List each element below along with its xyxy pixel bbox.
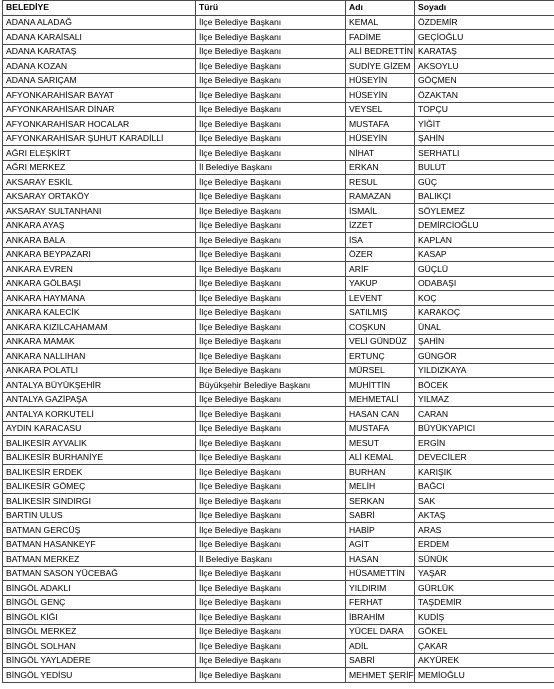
- type-cell: İlçe Belediye Başkanı: [196, 117, 346, 132]
- first-name-cell: HASAN: [346, 552, 415, 567]
- first-name-cell: FADİME: [346, 30, 415, 45]
- first-name-cell: LEVENT: [346, 291, 415, 306]
- last-name-cell: YILDIZKAYA: [415, 363, 554, 378]
- mayor-table: [2, 0, 554, 683]
- type-cell: İlçe Belediye Başkanı: [196, 189, 346, 204]
- last-name-cell: KARAKOÇ: [415, 305, 554, 320]
- table-row: [3, 653, 554, 668]
- first-name-cell: SABRİ: [346, 508, 415, 523]
- municipality-cell: ADANA KARATAŞ: [3, 44, 196, 59]
- first-name-cell: İBRAHİM: [346, 610, 415, 625]
- header-last-name: Soyadı: [415, 1, 554, 16]
- first-name-cell: MUSTAFA: [346, 117, 415, 132]
- type-cell: İlçe Belediye Başkanı: [196, 102, 346, 117]
- table-row: [3, 59, 554, 74]
- table-row: [3, 88, 554, 103]
- type-cell: İlçe Belediye Başkanı: [196, 262, 346, 277]
- table-row: [3, 334, 554, 349]
- table-row: [3, 30, 554, 45]
- first-name-cell: MELİH: [346, 479, 415, 494]
- type-cell: İlçe Belediye Başkanı: [196, 276, 346, 291]
- first-name-cell: İZZET: [346, 218, 415, 233]
- table-row: [3, 102, 554, 117]
- municipality-cell: BİNGÖL ADAKLI: [3, 581, 196, 596]
- header-type: Türü: [196, 1, 346, 16]
- first-name-cell: VEYSEL: [346, 102, 415, 117]
- last-name-cell: ÜNAL: [415, 320, 554, 335]
- municipality-cell: AĞRI ELEŞKİRT: [3, 146, 196, 161]
- municipality-cell: ANKARA HAYMANA: [3, 291, 196, 306]
- type-cell: İlçe Belediye Başkanı: [196, 204, 346, 219]
- type-cell: İlçe Belediye Başkanı: [196, 407, 346, 422]
- type-cell: İlçe Belediye Başkanı: [196, 610, 346, 625]
- last-name-cell: YILMAZ: [415, 392, 554, 407]
- table-row: [3, 479, 554, 494]
- table-row: [3, 494, 554, 509]
- municipality-cell: AFYONKARAHİSAR BAYAT: [3, 88, 196, 103]
- last-name-cell: ŞAHİN: [415, 334, 554, 349]
- header-municipality: BELEDİYE: [3, 1, 196, 16]
- last-name-cell: MEMİOĞLU: [415, 668, 554, 683]
- type-cell: İlçe Belediye Başkanı: [196, 363, 346, 378]
- last-name-cell: ARAS: [415, 523, 554, 538]
- municipality-cell: AKSARAY ORTAKÖY: [3, 189, 196, 204]
- type-cell: İlçe Belediye Başkanı: [196, 320, 346, 335]
- last-name-cell: CARAN: [415, 407, 554, 422]
- municipality-cell: ANTALYA BÜYÜKŞEHİR: [3, 378, 196, 393]
- type-cell: İlçe Belediye Başkanı: [196, 421, 346, 436]
- table-row: [3, 566, 554, 581]
- municipality-cell: ANKARA EVREN: [3, 262, 196, 277]
- type-cell: İlçe Belediye Başkanı: [196, 15, 346, 30]
- table-row: [3, 276, 554, 291]
- type-cell: İlçe Belediye Başkanı: [196, 59, 346, 74]
- first-name-cell: ARİF: [346, 262, 415, 277]
- type-cell: İlçe Belediye Başkanı: [196, 624, 346, 639]
- type-cell: İlçe Belediye Başkanı: [196, 305, 346, 320]
- table-row: [3, 131, 554, 146]
- first-name-cell: MEHMETALİ: [346, 392, 415, 407]
- first-name-cell: YILDIRIM: [346, 581, 415, 596]
- last-name-cell: ODABAŞI: [415, 276, 554, 291]
- table-row: [3, 320, 554, 335]
- header-first-name: Adı: [346, 1, 415, 16]
- municipality-cell: ADANA ALADAĞ: [3, 15, 196, 30]
- table-row: [3, 639, 554, 654]
- municipality-cell: AFYONKARAHİSAR HOCALAR: [3, 117, 196, 132]
- last-name-cell: ÇAKAR: [415, 639, 554, 654]
- table-row: [3, 392, 554, 407]
- first-name-cell: FERHAT: [346, 595, 415, 610]
- table-row: [3, 624, 554, 639]
- first-name-cell: HABİP: [346, 523, 415, 538]
- municipality-cell: ADANA KOZAN: [3, 59, 196, 74]
- municipality-cell: BİNGÖL YEDİSU: [3, 668, 196, 683]
- first-name-cell: ERKAN: [346, 160, 415, 175]
- table-row: [3, 44, 554, 59]
- first-name-cell: SERKAN: [346, 494, 415, 509]
- type-cell: İlçe Belediye Başkanı: [196, 218, 346, 233]
- type-cell: İlçe Belediye Başkanı: [196, 247, 346, 262]
- type-cell: İlçe Belediye Başkanı: [196, 479, 346, 494]
- type-cell: İlçe Belediye Başkanı: [196, 537, 346, 552]
- last-name-cell: KOÇ: [415, 291, 554, 306]
- last-name-cell: GÖKEL: [415, 624, 554, 639]
- type-cell: İlçe Belediye Başkanı: [196, 450, 346, 465]
- type-cell: İlçe Belediye Başkanı: [196, 465, 346, 480]
- last-name-cell: BÖCEK: [415, 378, 554, 393]
- last-name-cell: BÜYÜKYAPICI: [415, 421, 554, 436]
- table-row: [3, 262, 554, 277]
- first-name-cell: SUDİYE GİZEM: [346, 59, 415, 74]
- first-name-cell: KEMAL: [346, 15, 415, 30]
- type-cell: İlçe Belediye Başkanı: [196, 349, 346, 364]
- table-row: [3, 247, 554, 262]
- table-row: [3, 595, 554, 610]
- first-name-cell: ERTUNÇ: [346, 349, 415, 364]
- municipality-cell: ANKARA BALA: [3, 233, 196, 248]
- type-cell: İlçe Belediye Başkanı: [196, 44, 346, 59]
- municipality-cell: BALIKESİR SINDIRGI: [3, 494, 196, 509]
- last-name-cell: DEVECİLER: [415, 450, 554, 465]
- first-name-cell: RAMAZAN: [346, 189, 415, 204]
- municipality-cell: AFYONKARAHİSAR ŞUHUT KARADİLLİ: [3, 131, 196, 146]
- municipality-cell: ANKARA BEYPAZARI: [3, 247, 196, 262]
- type-cell: İlçe Belediye Başkanı: [196, 146, 346, 161]
- last-name-cell: DEMİRCİOĞLU: [415, 218, 554, 233]
- type-cell: İlçe Belediye Başkanı: [196, 494, 346, 509]
- type-cell: İlçe Belediye Başkanı: [196, 566, 346, 581]
- table-header: [3, 1, 554, 16]
- first-name-cell: HÜSEYİN: [346, 88, 415, 103]
- table-row: [3, 15, 554, 30]
- municipality-cell: AKSARAY ESKİL: [3, 175, 196, 190]
- municipality-cell: ADANA KARAİSALI: [3, 30, 196, 45]
- type-cell: İlçe Belediye Başkanı: [196, 392, 346, 407]
- table-row: [3, 436, 554, 451]
- last-name-cell: GEÇİOĞLU: [415, 30, 554, 45]
- type-cell: İlçe Belediye Başkanı: [196, 653, 346, 668]
- type-cell: İlçe Belediye Başkanı: [196, 639, 346, 654]
- type-cell: İlçe Belediye Başkanı: [196, 30, 346, 45]
- table-row: [3, 291, 554, 306]
- municipality-cell: ANKARA AYAŞ: [3, 218, 196, 233]
- last-name-cell: AKSOYLU: [415, 59, 554, 74]
- municipality-cell: AKSARAY SULTANHANI: [3, 204, 196, 219]
- table-row: [3, 537, 554, 552]
- table-row: [3, 552, 554, 567]
- table-row: [3, 73, 554, 88]
- table-body: [3, 15, 554, 682]
- first-name-cell: YAKUP: [346, 276, 415, 291]
- last-name-cell: ERDEM: [415, 537, 554, 552]
- table-row: [3, 450, 554, 465]
- first-name-cell: NİHAT: [346, 146, 415, 161]
- first-name-cell: HÜSAMETTİN: [346, 566, 415, 581]
- table-row: [3, 189, 554, 204]
- last-name-cell: KARATAŞ: [415, 44, 554, 59]
- last-name-cell: GÖÇMEN: [415, 73, 554, 88]
- table-row: [3, 160, 554, 175]
- first-name-cell: COŞKUN: [346, 320, 415, 335]
- table-row: [3, 465, 554, 480]
- type-cell: İlçe Belediye Başkanı: [196, 291, 346, 306]
- municipality-cell: BİNGÖL GENÇ: [3, 595, 196, 610]
- last-name-cell: GÜÇ: [415, 175, 554, 190]
- municipality-cell: BALIKESİR GÖMEÇ: [3, 479, 196, 494]
- first-name-cell: VELİ GÜNDÜZ: [346, 334, 415, 349]
- municipality-cell: ANKARA KALECİK: [3, 305, 196, 320]
- table-row: [3, 668, 554, 683]
- municipality-cell: BALIKESİR BURHANİYE: [3, 450, 196, 465]
- type-cell: İlçe Belediye Başkanı: [196, 436, 346, 451]
- type-cell: İlçe Belediye Başkanı: [196, 73, 346, 88]
- table-row: [3, 421, 554, 436]
- first-name-cell: İSA: [346, 233, 415, 248]
- header-row: [3, 1, 554, 16]
- last-name-cell: KARIŞIK: [415, 465, 554, 480]
- type-cell: İlçe Belediye Başkanı: [196, 581, 346, 596]
- last-name-cell: ÖZAKTAN: [415, 88, 554, 103]
- municipality-cell: ANKARA GÖLBAŞI: [3, 276, 196, 291]
- first-name-cell: RESUL: [346, 175, 415, 190]
- first-name-cell: YÜCEL DARA: [346, 624, 415, 639]
- municipality-cell: AYDIN KARACASU: [3, 421, 196, 436]
- first-name-cell: MEHMET ŞERİF: [346, 668, 415, 683]
- first-name-cell: SABRİ: [346, 653, 415, 668]
- municipality-cell: ANTALYA KORKUTELİ: [3, 407, 196, 422]
- first-name-cell: ALİ BEDRETTİN: [346, 44, 415, 59]
- type-cell: İl Belediye Başkanı: [196, 552, 346, 567]
- first-name-cell: ADİL: [346, 639, 415, 654]
- first-name-cell: MESUT: [346, 436, 415, 451]
- last-name-cell: SÜNÜK: [415, 552, 554, 567]
- table-row: [3, 233, 554, 248]
- last-name-cell: BALIKÇI: [415, 189, 554, 204]
- last-name-cell: TAŞDEMİR: [415, 595, 554, 610]
- last-name-cell: BULUT: [415, 160, 554, 175]
- municipality-cell: BİNGÖL SOLHAN: [3, 639, 196, 654]
- municipality-cell: BATMAN GERCÜŞ: [3, 523, 196, 538]
- table-row: [3, 581, 554, 596]
- table-row: [3, 508, 554, 523]
- type-cell: İlçe Belediye Başkanı: [196, 334, 346, 349]
- last-name-cell: TOPÇU: [415, 102, 554, 117]
- municipality-cell: ANKARA KIZILCAHAMAM: [3, 320, 196, 335]
- last-name-cell: YAŞAR: [415, 566, 554, 581]
- last-name-cell: ÖZDEMİR: [415, 15, 554, 30]
- type-cell: İl Belediye Başkanı: [196, 160, 346, 175]
- type-cell: İlçe Belediye Başkanı: [196, 523, 346, 538]
- last-name-cell: BAĞCI: [415, 479, 554, 494]
- municipality-cell: ADANA SARIÇAM: [3, 73, 196, 88]
- last-name-cell: GÜRLÜK: [415, 581, 554, 596]
- first-name-cell: İSMAİL: [346, 204, 415, 219]
- last-name-cell: SÖYLEMEZ: [415, 204, 554, 219]
- table-row: [3, 204, 554, 219]
- table-row: [3, 146, 554, 161]
- table-row: [3, 117, 554, 132]
- table-row: [3, 610, 554, 625]
- first-name-cell: ÖZER: [346, 247, 415, 262]
- municipality-cell: ANKARA NALLIHAN: [3, 349, 196, 364]
- type-cell: İlçe Belediye Başkanı: [196, 88, 346, 103]
- table-row: [3, 378, 554, 393]
- first-name-cell: BURHAN: [346, 465, 415, 480]
- municipality-cell: BİNGÖL YAYLADERE: [3, 653, 196, 668]
- first-name-cell: HASAN CAN: [346, 407, 415, 422]
- table-row: [3, 349, 554, 364]
- type-cell: İlçe Belediye Başkanı: [196, 175, 346, 190]
- municipality-cell: BİNGÖL MERKEZ: [3, 624, 196, 639]
- last-name-cell: KASAP: [415, 247, 554, 262]
- municipality-cell: AFYONKARAHİSAR DİNAR: [3, 102, 196, 117]
- last-name-cell: AKYÜREK: [415, 653, 554, 668]
- first-name-cell: MUSTAFA: [346, 421, 415, 436]
- first-name-cell: SATILMIŞ: [346, 305, 415, 320]
- type-cell: İlçe Belediye Başkanı: [196, 595, 346, 610]
- first-name-cell: HÜSEYİN: [346, 73, 415, 88]
- municipality-cell: BALIKESİR AYVALIK: [3, 436, 196, 451]
- table-row: [3, 407, 554, 422]
- municipality-cell: BATMAN MERKEZ: [3, 552, 196, 567]
- last-name-cell: SERHATLI: [415, 146, 554, 161]
- first-name-cell: ALİ KEMAL: [346, 450, 415, 465]
- municipality-cell: BİNGÖL KİĞI: [3, 610, 196, 625]
- type-cell: İlçe Belediye Başkanı: [196, 131, 346, 146]
- municipality-cell: ANKARA POLATLI: [3, 363, 196, 378]
- last-name-cell: GÜÇLÜ: [415, 262, 554, 277]
- table-row: [3, 363, 554, 378]
- type-cell: İlçe Belediye Başkanı: [196, 508, 346, 523]
- last-name-cell: YİĞİT: [415, 117, 554, 132]
- municipality-cell: BATMAN HASANKEYF: [3, 537, 196, 552]
- first-name-cell: HÜSEYİN: [346, 131, 415, 146]
- type-cell: İlçe Belediye Başkanı: [196, 233, 346, 248]
- table-row: [3, 523, 554, 538]
- table-row: [3, 305, 554, 320]
- last-name-cell: GÜNGÖR: [415, 349, 554, 364]
- first-name-cell: MÜRSEL: [346, 363, 415, 378]
- mayor-list-sheet: [2, 0, 554, 683]
- last-name-cell: ERGİN: [415, 436, 554, 451]
- last-name-cell: KUDİŞ: [415, 610, 554, 625]
- municipality-cell: BALIKESİR ERDEK: [3, 465, 196, 480]
- type-cell: İlçe Belediye Başkanı: [196, 668, 346, 683]
- last-name-cell: AKTAŞ: [415, 508, 554, 523]
- table-row: [3, 218, 554, 233]
- first-name-cell: AGİT: [346, 537, 415, 552]
- table-row: [3, 175, 554, 190]
- municipality-cell: AĞRI MERKEZ: [3, 160, 196, 175]
- municipality-cell: ANKARA MAMAK: [3, 334, 196, 349]
- municipality-cell: ANTALYA GAZİPAŞA: [3, 392, 196, 407]
- municipality-cell: BATMAN SASON YÜCEBAĞ: [3, 566, 196, 581]
- type-cell: Büyükşehir Belediye Başkanı: [196, 378, 346, 393]
- last-name-cell: ŞAHİN: [415, 131, 554, 146]
- last-name-cell: SAK: [415, 494, 554, 509]
- last-name-cell: KAPLAN: [415, 233, 554, 248]
- first-name-cell: MUHİTTİN: [346, 378, 415, 393]
- municipality-cell: BARTIN ULUS: [3, 508, 196, 523]
